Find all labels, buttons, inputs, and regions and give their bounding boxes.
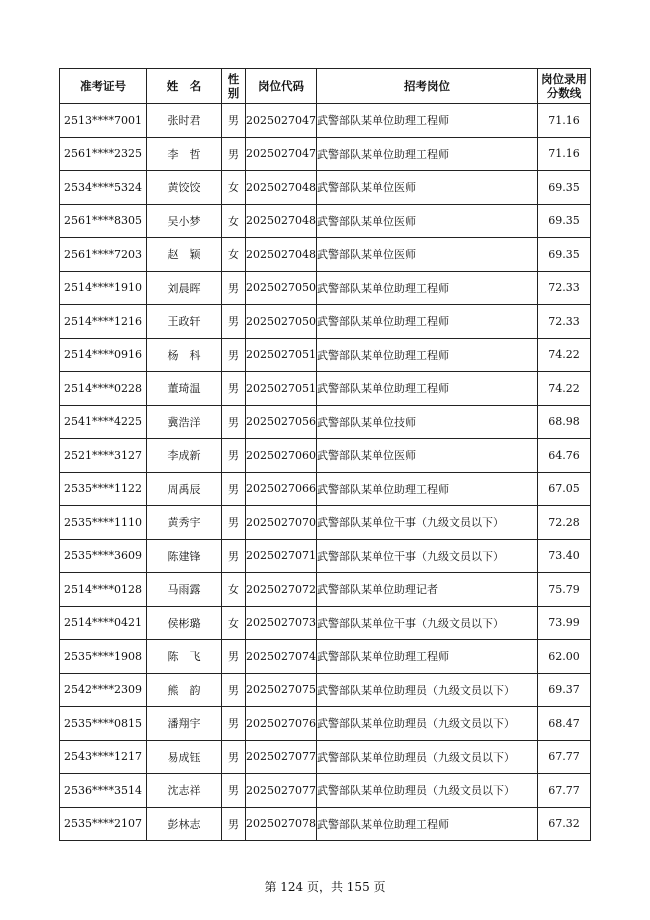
position-code-cell: 2025027047 — [246, 104, 317, 138]
table-row — [60, 774, 591, 808]
score-cell: 69.35 — [538, 204, 591, 238]
position-cell: 武警部队某单位助理员（九级文员以下） — [317, 774, 538, 808]
sex-cell: 男 — [222, 372, 246, 406]
header-score — [538, 69, 591, 104]
exam-id-cell: 2514****0228 — [60, 372, 147, 406]
position-code-cell: 2025027077 — [246, 774, 317, 808]
exam-id-cell: 2513****7001 — [60, 104, 147, 138]
score-cell: 68.47 — [538, 707, 591, 741]
position-cell: 武警部队某单位助理工程师 — [317, 338, 538, 372]
exam-id-cell: 2535****2107 — [60, 807, 147, 841]
name-cell: 马雨露 — [147, 573, 222, 607]
header-exam-id: 准考证号 — [60, 69, 147, 104]
sex-cell: 女 — [222, 238, 246, 272]
sex-cell: 男 — [222, 740, 246, 774]
exam-id-cell: 2561****7203 — [60, 238, 147, 272]
position-code-cell: 2025027050 — [246, 271, 317, 305]
exam-id-cell: 2534****5324 — [60, 171, 147, 205]
position-cell: 武警部队某单位助理员（九级文员以下） — [317, 707, 538, 741]
position-code-cell: 2025027074 — [246, 640, 317, 674]
table-row — [60, 204, 591, 238]
table-row — [60, 573, 591, 607]
position-cell: 武警部队某单位技师 — [317, 405, 538, 439]
table-row — [60, 372, 591, 406]
position-cell: 武警部队某单位助理工程师 — [317, 104, 538, 138]
name-cell: 周禹辰 — [147, 472, 222, 506]
table-row — [60, 472, 591, 506]
name-cell: 李成新 — [147, 439, 222, 473]
position-cell: 武警部队某单位助理工程师 — [317, 137, 538, 171]
position-cell: 武警部队某单位助理员（九级文员以下） — [317, 673, 538, 707]
sex-cell: 男 — [222, 506, 246, 540]
exam-id-cell: 2541****4225 — [60, 405, 147, 439]
position-code-cell: 2025027070 — [246, 506, 317, 540]
sex-cell: 男 — [222, 338, 246, 372]
position-cell: 武警部队某单位医师 — [317, 439, 538, 473]
header-sex — [222, 69, 246, 104]
position-code-cell: 2025027048 — [246, 238, 317, 272]
exam-id-cell: 2561****2325 — [60, 137, 147, 171]
table-row — [60, 673, 591, 707]
exam-id-cell: 2535****1110 — [60, 506, 147, 540]
exam-id-cell: 2535****3609 — [60, 539, 147, 573]
position-code-cell: 2025027076 — [246, 707, 317, 741]
position-code-cell: 2025027048 — [246, 171, 317, 205]
table-row — [60, 539, 591, 573]
score-cell: 69.37 — [538, 673, 591, 707]
header-score-line2: 分数线 — [546, 86, 582, 100]
exam-id-cell: 2535****0815 — [60, 707, 147, 741]
score-cell: 73.99 — [538, 606, 591, 640]
header-sex-line2: 别 — [227, 86, 240, 100]
table-row — [60, 171, 591, 205]
name-cell: 赵 颖 — [147, 238, 222, 272]
name-cell: 彭林志 — [147, 807, 222, 841]
name-cell: 陈建锋 — [147, 539, 222, 573]
sex-cell: 男 — [222, 305, 246, 339]
position-cell: 武警部队某单位助理员（九级文员以下） — [317, 740, 538, 774]
position-cell: 武警部队某单位助理工程师 — [317, 372, 538, 406]
table-row — [60, 439, 591, 473]
position-cell: 武警部队某单位助理工程师 — [317, 807, 538, 841]
score-cell: 67.77 — [538, 740, 591, 774]
header-name: 姓 名 — [147, 69, 222, 104]
score-cell: 75.79 — [538, 573, 591, 607]
table-row — [60, 338, 591, 372]
sex-cell: 男 — [222, 472, 246, 506]
table-row — [60, 640, 591, 674]
name-cell: 陈 飞 — [147, 640, 222, 674]
table-row — [60, 740, 591, 774]
name-cell: 杨 科 — [147, 338, 222, 372]
table-row — [60, 238, 591, 272]
position-code-cell: 2025027050 — [246, 305, 317, 339]
position-code-cell: 2025027051 — [246, 338, 317, 372]
exam-id-cell: 2514****1910 — [60, 271, 147, 305]
exam-id-cell: 2514****0128 — [60, 573, 147, 607]
position-code-cell: 2025027060 — [246, 439, 317, 473]
score-cell: 62.00 — [538, 640, 591, 674]
position-cell: 武警部队某单位助理工程师 — [317, 271, 538, 305]
sex-cell: 男 — [222, 439, 246, 473]
position-code-cell: 2025027075 — [246, 673, 317, 707]
header-sex-line1: 性 — [227, 72, 240, 86]
position-code-cell: 2025027071 — [246, 539, 317, 573]
name-cell: 熊 韵 — [147, 673, 222, 707]
table-row — [60, 807, 591, 841]
position-cell: 武警部队某单位医师 — [317, 204, 538, 238]
score-cell: 72.28 — [538, 506, 591, 540]
score-cell: 73.40 — [538, 539, 591, 573]
score-cell: 67.77 — [538, 774, 591, 808]
position-code-cell: 2025027048 — [246, 204, 317, 238]
score-cell: 72.33 — [538, 305, 591, 339]
header-score-line1: 岗位录用 — [541, 72, 587, 86]
score-cell: 71.16 — [538, 137, 591, 171]
score-cell: 74.22 — [538, 338, 591, 372]
name-cell: 黄秀宇 — [147, 506, 222, 540]
sex-cell: 男 — [222, 673, 246, 707]
table-row — [60, 104, 591, 138]
exam-id-cell: 2535****1122 — [60, 472, 147, 506]
exam-id-cell: 2535****1908 — [60, 640, 147, 674]
position-cell: 武警部队某单位干事（九级文员以下） — [317, 539, 538, 573]
score-cell: 74.22 — [538, 372, 591, 406]
exam-id-cell: 2514****0916 — [60, 338, 147, 372]
header-position-code: 岗位代码 — [246, 69, 317, 104]
name-cell: 沈志祥 — [147, 774, 222, 808]
header-position: 招考岗位 — [317, 69, 538, 104]
score-cell: 67.32 — [538, 807, 591, 841]
exam-id-cell: 2521****3127 — [60, 439, 147, 473]
position-code-cell: 2025027078 — [246, 807, 317, 841]
header-row — [60, 69, 591, 104]
score-cell: 68.98 — [538, 405, 591, 439]
position-code-cell: 2025027066 — [246, 472, 317, 506]
exam-id-cell: 2514****1216 — [60, 305, 147, 339]
name-cell: 吴小梦 — [147, 204, 222, 238]
table-row — [60, 707, 591, 741]
sex-cell: 男 — [222, 774, 246, 808]
sex-cell: 女 — [222, 606, 246, 640]
page-number: 第 124 页，共 155 页 — [264, 880, 386, 894]
score-cell: 64.76 — [538, 439, 591, 473]
sex-cell: 女 — [222, 171, 246, 205]
exam-id-cell: 2536****3514 — [60, 774, 147, 808]
sex-cell: 男 — [222, 405, 246, 439]
table-row — [60, 305, 591, 339]
score-cell: 71.16 — [538, 104, 591, 138]
sex-cell: 女 — [222, 204, 246, 238]
score-cell: 67.05 — [538, 472, 591, 506]
score-table — [59, 68, 591, 841]
sex-cell: 男 — [222, 640, 246, 674]
name-cell: 张时君 — [147, 104, 222, 138]
name-cell: 董琦温 — [147, 372, 222, 406]
position-cell: 武警部队某单位助理工程师 — [317, 640, 538, 674]
name-cell: 侯彬璐 — [147, 606, 222, 640]
name-cell: 黄饺饺 — [147, 171, 222, 205]
sex-cell: 男 — [222, 104, 246, 138]
position-cell: 武警部队某单位干事（九级文员以下） — [317, 506, 538, 540]
name-cell: 冀浩洋 — [147, 405, 222, 439]
sex-cell: 男 — [222, 539, 246, 573]
table-row — [60, 405, 591, 439]
name-cell: 潘翔宇 — [147, 707, 222, 741]
position-cell: 武警部队某单位助理工程师 — [317, 472, 538, 506]
score-cell: 69.35 — [538, 238, 591, 272]
position-code-cell: 2025027073 — [246, 606, 317, 640]
sex-cell: 男 — [222, 137, 246, 171]
score-cell: 72.33 — [538, 271, 591, 305]
name-cell: 刘晨晖 — [147, 271, 222, 305]
position-cell: 武警部队某单位助理记者 — [317, 573, 538, 607]
position-cell: 武警部队某单位医师 — [317, 171, 538, 205]
exam-id-cell: 2542****2309 — [60, 673, 147, 707]
position-code-cell: 2025027072 — [246, 573, 317, 607]
name-cell: 李 哲 — [147, 137, 222, 171]
sex-cell: 男 — [222, 271, 246, 305]
name-cell: 王政轩 — [147, 305, 222, 339]
exam-id-cell: 2561****8305 — [60, 204, 147, 238]
position-cell: 武警部队某单位助理工程师 — [317, 305, 538, 339]
sex-cell: 女 — [222, 573, 246, 607]
position-code-cell: 2025027047 — [246, 137, 317, 171]
position-code-cell: 2025027056 — [246, 405, 317, 439]
position-cell: 武警部队某单位干事（九级文员以下） — [317, 606, 538, 640]
table-row — [60, 506, 591, 540]
position-code-cell: 2025027051 — [246, 372, 317, 406]
table-row — [60, 271, 591, 305]
position-cell: 武警部队某单位医师 — [317, 238, 538, 272]
table-row — [60, 137, 591, 171]
sex-cell: 男 — [222, 707, 246, 741]
sex-cell: 男 — [222, 807, 246, 841]
exam-id-cell: 2514****0421 — [60, 606, 147, 640]
table-body — [60, 104, 591, 841]
score-cell: 69.35 — [538, 171, 591, 205]
exam-id-cell: 2543****1217 — [60, 740, 147, 774]
table-row — [60, 606, 591, 640]
name-cell: 易成钰 — [147, 740, 222, 774]
position-code-cell: 2025027077 — [246, 740, 317, 774]
